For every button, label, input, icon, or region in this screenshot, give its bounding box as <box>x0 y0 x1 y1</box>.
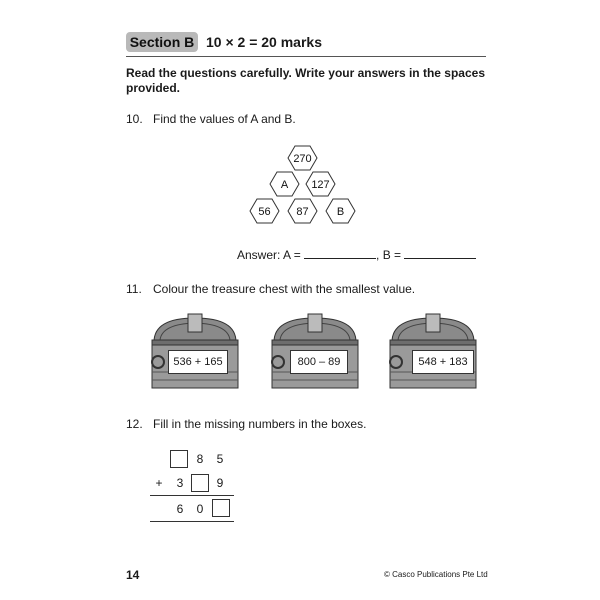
hex-value: 87 <box>296 206 309 218</box>
hex-value: 270 <box>293 153 312 165</box>
sum-line-bottom <box>150 521 234 522</box>
q11-number: 11. <box>126 282 142 296</box>
treasure-chest-3[interactable] <box>386 312 480 392</box>
treasure-chest-2[interactable] <box>268 312 362 392</box>
hex-value: B <box>336 206 345 218</box>
chest-expression: 548 + 183 <box>412 350 474 374</box>
instructions: Read the questions carefully. Write your answers in the spaces provided. <box>126 66 486 95</box>
missing-digit-box[interactable] <box>212 499 230 517</box>
q12-text: Fill in the missing numbers in the boxes. <box>153 417 367 431</box>
missing-digit-box[interactable] <box>191 474 209 492</box>
q10-answer <box>237 247 476 262</box>
digit: 9 <box>216 476 224 490</box>
answer-b-blank[interactable] <box>404 247 476 259</box>
plus-sign: + <box>155 476 163 490</box>
section-tag: Section B <box>126 32 198 52</box>
answer-a-label: Answer: A = <box>237 248 301 262</box>
chest-expression: 800 – 89 <box>290 350 348 374</box>
chest-expression: 536 + 165 <box>168 350 228 374</box>
section-marks: 10 × 2 = 20 marks <box>206 34 322 50</box>
q10-number: 10. <box>126 112 143 126</box>
hex-value: 56 <box>258 206 271 218</box>
digit: 6 <box>176 502 184 516</box>
digit: 0 <box>196 502 204 516</box>
digit: 3 <box>176 476 184 490</box>
copyright: © Casco Publications Pte Ltd <box>384 570 488 579</box>
answer-a-blank[interactable] <box>304 247 376 259</box>
hex-value: 127 <box>311 179 330 191</box>
hex-value: A <box>280 179 289 191</box>
treasure-chest-1[interactable] <box>148 312 242 392</box>
hexagon-pyramid <box>240 143 370 233</box>
sum-line-top <box>150 495 234 496</box>
missing-digit-box[interactable] <box>170 450 188 468</box>
q10-text: Find the values of A and B. <box>153 112 296 126</box>
answer-b-label: , B = <box>376 248 402 262</box>
q12-number: 12. <box>126 417 143 431</box>
header-divider <box>126 56 486 57</box>
q11-text: Colour the treasure chest with the smallest value. <box>153 282 416 296</box>
digit: 8 <box>196 452 204 466</box>
digit: 5 <box>216 452 224 466</box>
page-number: 14 <box>126 568 140 582</box>
